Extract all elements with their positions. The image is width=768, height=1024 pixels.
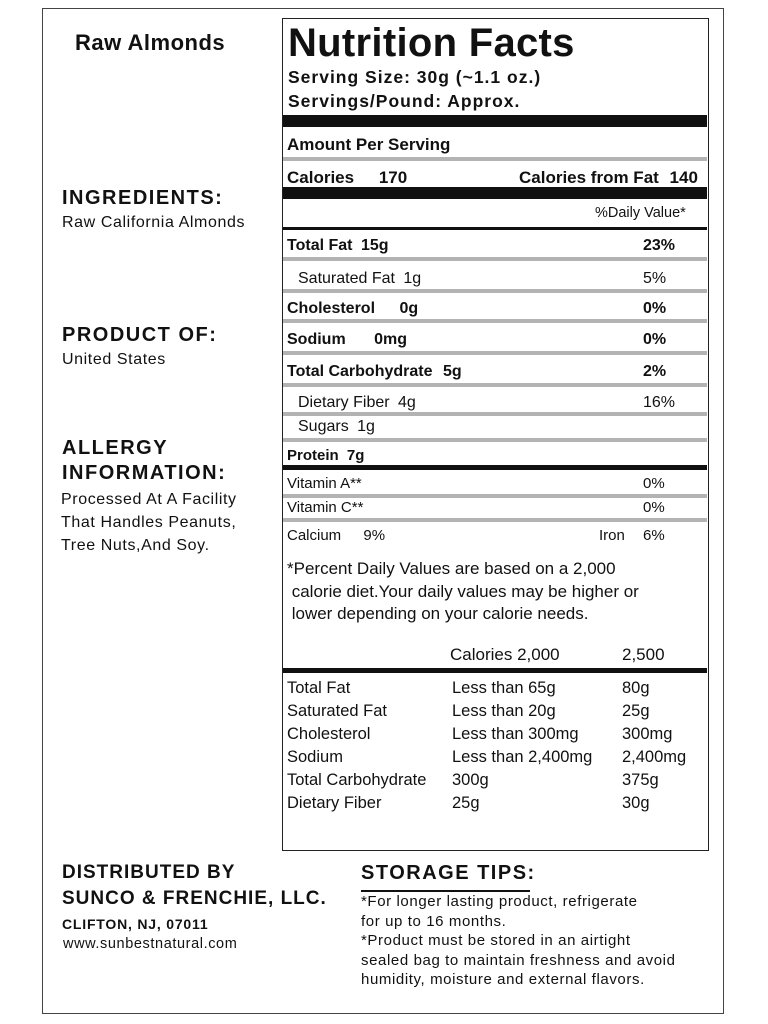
nutrient-dv-cholesterol: 0% xyxy=(643,300,667,317)
table-header-calories: Calories 2,000 xyxy=(450,645,560,664)
nutrient-amount: 15g xyxy=(360,237,389,254)
nutrient-label: Cholesterol xyxy=(287,300,376,317)
nutrient-amount: 7g xyxy=(346,447,365,464)
table-cell-nutrient: Cholesterol xyxy=(287,725,371,743)
table-cell-2000: 25g xyxy=(452,794,480,812)
nutrient-label: Sugars xyxy=(298,418,349,435)
nutrient-amount: 4g xyxy=(398,394,416,411)
nutrient-label: Dietary Fiber xyxy=(298,394,390,411)
allergy-heading-line-1: ALLERGY xyxy=(62,437,169,459)
nutrient-dv-sodium: 0% xyxy=(643,331,667,348)
vitamin-a-label: Vitamin A** xyxy=(287,475,362,492)
vitamin-a-dv: 0% xyxy=(643,475,665,492)
calories-from-fat-value: 140 xyxy=(669,168,698,187)
nutrition-facts-panel xyxy=(282,18,709,851)
ingredients-text: Raw California Almonds xyxy=(62,214,246,231)
table-cell-nutrient: Total Fat xyxy=(287,679,351,697)
product-name: Raw Almonds xyxy=(75,30,226,55)
distributor-website: www.sunbestnatural.com xyxy=(63,936,238,952)
allergy-text-line-2: That Handles Peanuts, xyxy=(61,514,237,531)
calcium-label: Calcium xyxy=(287,527,342,544)
nutrient-label: Sodium xyxy=(287,331,346,348)
thick-divider xyxy=(283,115,707,127)
ingredients-heading: INGREDIENTS: xyxy=(62,187,224,209)
calories-label: Calories xyxy=(287,168,355,187)
nutrient-amount: 1g xyxy=(403,270,422,287)
nutrition-facts-title: Nutrition Facts xyxy=(288,21,575,65)
distributor-name: SUNCO & FRENCHIE, LLC. xyxy=(62,888,327,909)
row-divider xyxy=(283,518,707,522)
table-cell-2500: 375g xyxy=(622,771,659,789)
storage-tip-line-2: for up to 16 months. xyxy=(361,913,507,930)
table-cell-2500: 300mg xyxy=(622,725,673,743)
footnote-line-1: *Percent Daily Values are based on a 2,000 xyxy=(287,559,616,578)
row-divider xyxy=(283,319,707,323)
vitamin-c-label: Vitamin C** xyxy=(287,499,364,516)
nutrient-amount: 0mg xyxy=(374,331,408,348)
nutrient-row-dietary-fiber xyxy=(298,394,416,412)
distributed-by: DISTRIBUTED BY xyxy=(62,862,236,883)
table-cell-2500: 30g xyxy=(622,794,650,812)
storage-tip-line-5: humidity, moisture and external flavors. xyxy=(361,971,645,988)
servings-per-pound: Servings/Pound: Approx. xyxy=(288,91,521,111)
footnote-line-3: lower depending on your calorie needs. xyxy=(287,604,589,623)
table-cell-nutrient: Saturated Fat xyxy=(287,702,387,720)
nutrient-label: Total Fat xyxy=(287,237,353,254)
nutrient-label: Saturated Fat xyxy=(298,270,395,287)
row-divider xyxy=(283,257,707,261)
daily-value-header: %Daily Value* xyxy=(595,205,686,221)
product-of-text: United States xyxy=(62,351,166,368)
nutrient-dv-total-carbohydrate: 2% xyxy=(643,363,667,380)
allergy-text-line-3: Tree Nuts,And Soy. xyxy=(61,537,210,554)
nutrient-amount: 0g xyxy=(399,300,419,317)
table-header-2500: 2,500 xyxy=(622,645,665,664)
nutrient-dv-dietary-fiber: 16% xyxy=(643,394,676,411)
thick-divider xyxy=(283,668,707,673)
table-cell-2500: 80g xyxy=(622,679,650,697)
calories-from-fat-label: Calories from Fat xyxy=(519,168,659,187)
row-divider xyxy=(283,383,707,387)
table-cell-2500: 2,400mg xyxy=(622,748,687,766)
nutrient-row-total-fat xyxy=(287,237,389,255)
distributor-city: CLIFTON, NJ, 07011 xyxy=(62,916,209,932)
row-divider xyxy=(283,438,707,442)
vitamin-c-dv: 0% xyxy=(643,499,665,516)
table-cell-2000: 300g xyxy=(452,771,489,789)
calcium-dv: 9% xyxy=(363,527,386,544)
amount-per-serving: Amount Per Serving xyxy=(287,135,451,154)
allergy-text-line-1: Processed At A Facility xyxy=(61,491,237,508)
iron-label: Iron xyxy=(599,527,625,544)
row-divider xyxy=(283,494,707,498)
table-cell-2000: Less than 20g xyxy=(452,702,556,720)
row-divider xyxy=(283,412,707,416)
table-cell-2000: Less than 300mg xyxy=(452,725,579,743)
nutrient-label: Total Carbohydrate xyxy=(287,363,433,380)
iron-row xyxy=(599,527,665,544)
table-cell-2000: Less than 2,400mg xyxy=(452,748,593,766)
nutrient-dv-total-fat: 23% xyxy=(643,237,676,254)
nutrient-row-sugars xyxy=(298,418,375,436)
row-divider xyxy=(283,157,707,161)
nutrient-label: Protein xyxy=(287,447,339,464)
calories-row xyxy=(287,168,407,188)
serving-size: Serving Size: 30g (~1.1 oz.) xyxy=(288,67,542,87)
row-divider xyxy=(283,351,707,355)
nutrient-dv-saturated-fat: 5% xyxy=(643,270,667,287)
iron-dv: 6% xyxy=(643,527,665,544)
thin-divider xyxy=(283,227,707,230)
calories-from-fat-row xyxy=(519,168,698,188)
row-divider xyxy=(283,289,707,293)
nutrient-row-total-carbohydrate xyxy=(287,363,462,381)
nutrient-amount: 1g xyxy=(357,418,375,435)
table-cell-2500: 25g xyxy=(622,702,650,720)
nutrient-row-protein xyxy=(287,447,364,464)
storage-tip-line-1: *For longer lasting product, refrigerate xyxy=(361,893,638,910)
allergy-heading-line-2: INFORMATION: xyxy=(62,462,227,484)
table-cell-2000: Less than 65g xyxy=(452,679,556,697)
nutrient-row-saturated-fat xyxy=(298,270,421,288)
calcium-row xyxy=(287,527,385,544)
table-cell-nutrient: Total Carbohydrate xyxy=(287,771,427,789)
storage-tip-line-3: *Product must be stored in an airtight xyxy=(361,932,631,949)
thick-divider xyxy=(283,187,707,199)
calories-value: 170 xyxy=(378,168,408,187)
thick-divider xyxy=(283,465,707,470)
product-of-heading: PRODUCT OF: xyxy=(62,324,218,346)
nutrient-row-sodium xyxy=(287,331,407,349)
storage-tips-heading: STORAGE TIPS: xyxy=(361,862,536,884)
nutrient-amount: 5g xyxy=(442,363,462,380)
footnote-line-2: calorie diet.Your daily values may be higher or xyxy=(287,582,639,601)
nutrient-row-cholesterol xyxy=(287,300,418,318)
table-cell-nutrient: Sodium xyxy=(287,748,343,766)
table-cell-nutrient: Dietary Fiber xyxy=(287,794,382,812)
storage-tip-line-4: sealed bag to maintain freshness and avoid xyxy=(361,952,676,969)
